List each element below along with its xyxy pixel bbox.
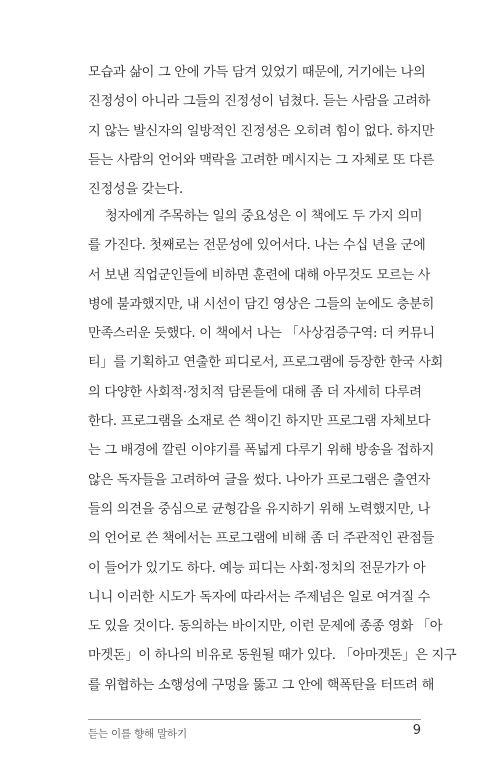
text-line: 청자에게 주목하는 일의 중요성은 이 책에도 두 가지 의미 bbox=[105, 209, 423, 224]
text-line: 는 그 배경에 깔린 이야기를 폭넓게 다루기 위해 방송을 접하지 bbox=[88, 443, 435, 459]
text-line: 모습과 삶이 그 안에 가득 담겨 있었기 때문에, 거기에는 나의 bbox=[88, 65, 426, 80]
text-line: 않은 독자들을 고려하여 글을 썼다. 나아가 프로그램은 출연자 bbox=[88, 472, 431, 488]
text-line: 만족스러운 듯했다. 이 책에서 나는 「사상검증구역: 더 커뮤니 bbox=[88, 326, 435, 342]
text-line: 를 위협하는 소행성에 구멍을 뚫고 그 안에 핵폭탄을 터뜨려 해 bbox=[88, 677, 435, 693]
text-line: 듣는 사람의 언어와 맥락을 고려한 메시지는 그 자체로 또 다른 bbox=[88, 152, 435, 168]
text-line: 서 보낸 직업군인들에 비하면 훈련에 대해 아무것도 모르는 사 bbox=[88, 267, 431, 283]
body-paragraph-2 bbox=[88, 202, 457, 700]
running-footer-title: 듣는 이를 향해 말하기 bbox=[88, 728, 187, 740]
body-paragraph-1 bbox=[88, 58, 435, 204]
text-line: 이 들어가 있기도 하다. 예능 피디는 사회·정치의 전문가가 아 bbox=[88, 560, 426, 576]
text-line: 의 언어로 쓴 책에서는 프로그램에 비해 좀 더 주관적인 관점들 bbox=[88, 531, 435, 547]
text-line: 티」를 기획하고 연출한 피디로서, 프로그램에 등장한 한국 사회 bbox=[88, 355, 443, 371]
text-line: 를 가진다. 첫째로는 전문성에 있어서다. 나는 수십 년을 군에 bbox=[88, 238, 426, 254]
text-line: 진정성이 아니라 그들의 진정성이 넘쳤다. 듣는 사람을 고려하 bbox=[88, 94, 431, 110]
text-line: 지 않는 발신자의 일방적인 진정성은 오히려 힘이 없다. 하지만 bbox=[88, 123, 435, 139]
text-line: 의 다양한 사회적·정치적 담론들에 대해 좀 더 자세히 다루려 bbox=[88, 384, 422, 400]
text-line: 마겟돈」이 하나의 비유로 동원될 때가 있다. 「아마겟돈」은 지구 bbox=[88, 648, 457, 664]
page-number: 9 bbox=[412, 723, 421, 738]
text-line: 한다. 프로그램을 소재로 쓴 책이긴 하지만 프로그램 자체보다 bbox=[88, 414, 431, 430]
text-line: 진정성을 갖는다. bbox=[88, 182, 183, 198]
text-line: 들의 의견을 중심으로 균형감을 유지하기 위해 노력했지만, 나 bbox=[88, 501, 431, 517]
text-line: 병에 불과했지만, 내 시선이 담긴 영상은 그들의 눈에도 충분히 bbox=[88, 296, 435, 312]
footer-divider bbox=[88, 719, 421, 720]
text-line: 도 있을 것이다. 동의하는 바이지만, 이런 문제에 종종 영화 「아 bbox=[88, 619, 443, 635]
text-line: 니니 이러한 시도가 독자에 따라서는 주제넘은 일로 여겨질 수 bbox=[88, 589, 431, 605]
